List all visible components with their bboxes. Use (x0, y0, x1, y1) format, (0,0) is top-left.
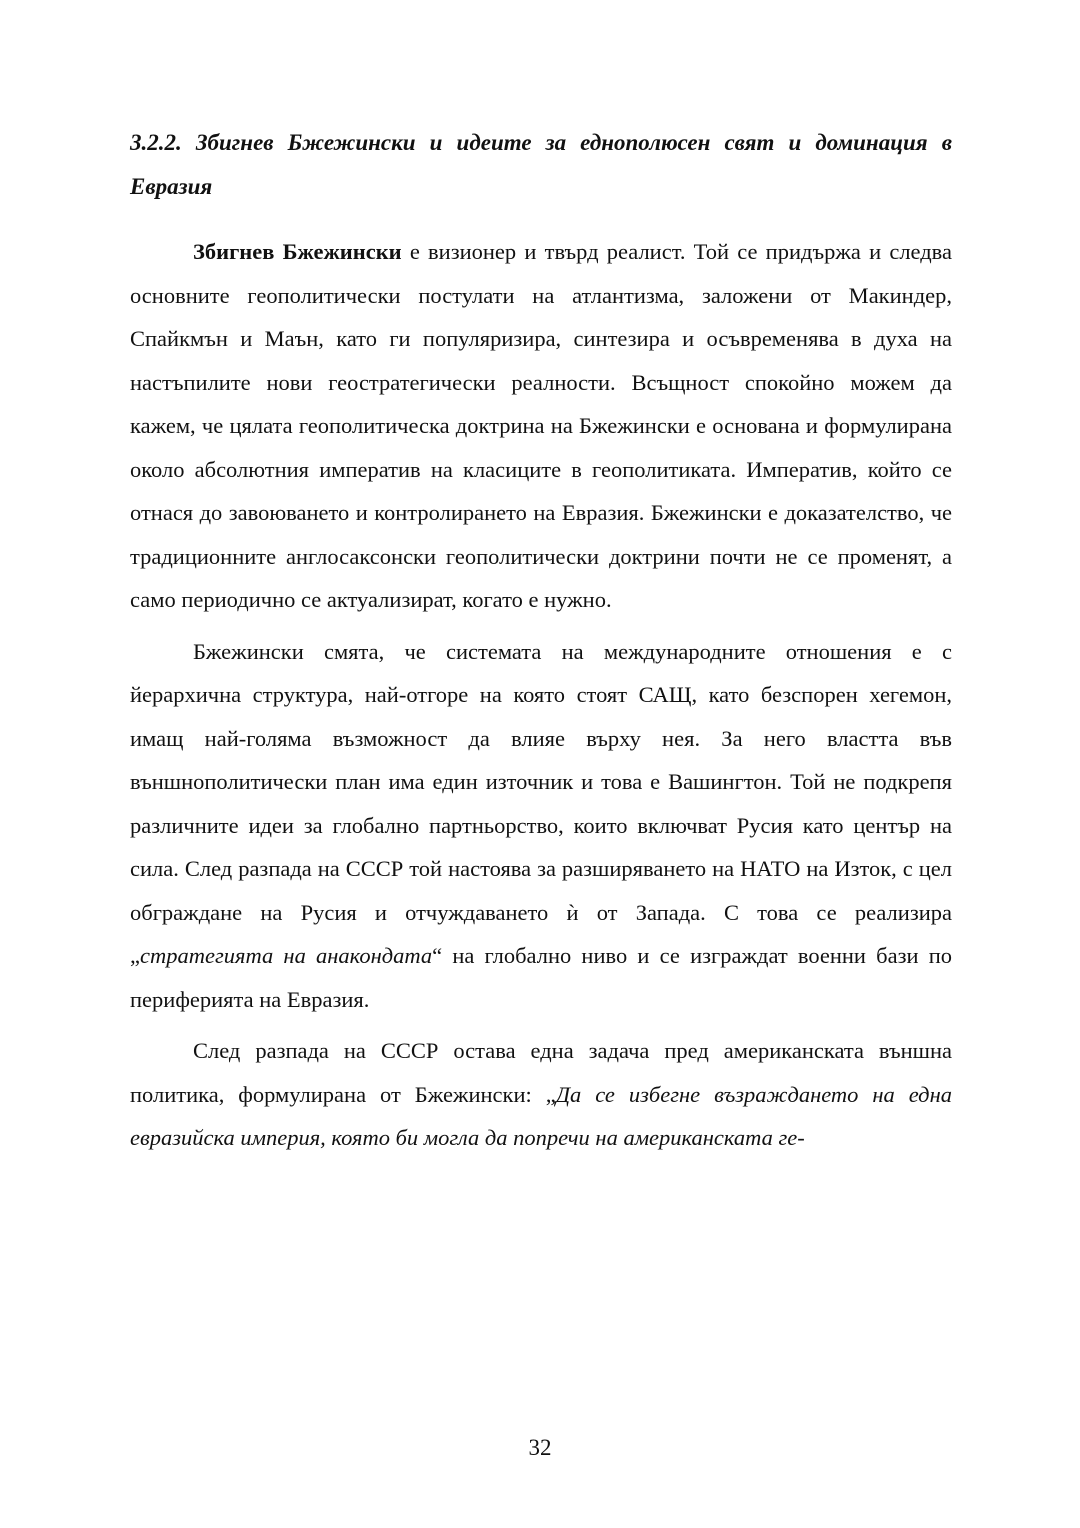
page-number: 32 (528, 1435, 552, 1460)
body-text (130, 230, 952, 1168)
paragraph-2-italic-quote: стратегията на анакондата (140, 943, 433, 968)
paragraph-2 (130, 630, 952, 1022)
paragraph-3-text-before: След разпада на СССР остава една задача пред американската външна политика, формулирана от Бжежински: „ (130, 1038, 952, 1107)
paragraph-1 (130, 230, 952, 622)
paragraph-2-text-before: Бжежински смята, че системата на международните отношения е с йерархична структура, най-отгоре на която стоят САЩ, като безспорен хегемон, имащ най-голяма възможност да влияе върху нея. За него властта във външнополитически план има един източник и това е Вашингтон. Той не подкрепя различните идеи за глобално партньорство, които включват Русия като център на сила. След разпада на СССР той настоява за разширяването на НАТО на Изток, с цел обграждане на Русия и отчуждаването ѝ от Запада. С това се реализира „ (130, 638, 952, 968)
paragraph-2-text-after: “ на глобално ниво и се изграждат военни бази по периферията на Евразия. (130, 943, 952, 1012)
paragraph-3 (130, 1029, 952, 1160)
paragraph-3-italic-quote: Да се избегне възраждането на една евразийска империя, която би могла да попречи на американската ге- (130, 1081, 952, 1150)
paragraph-1-text: е визионер и твърд реалист. Той се придържа и следва основните геополитически постулати на атлантизма, заложени от Макиндер, Спайкмън и Маън, като ги популяризира, синтезира и осъвременява в духа на настъпилите нови геостратегически реалности. Всъщност спокойно можем да кажем, че цялата геополитическа доктрина на Бжежински е основана и формулирана около абсолютния императив на класиците в геополитиката. Императив, който се отнася до завоюването и контролирането на Евразия. Бжежински е доказателство, че традиционните англосаксонски геополитически доктрини почти не се променят, а само периодично се актуализират, когато е нужно. (130, 239, 952, 612)
paragraph-1-bold-lead: Збигнев Бжежински (193, 239, 402, 264)
section-heading: 3.2.2. Збигнев Бжежински и идеите за еднополюсен свят и доминация в Евразия (130, 130, 952, 199)
